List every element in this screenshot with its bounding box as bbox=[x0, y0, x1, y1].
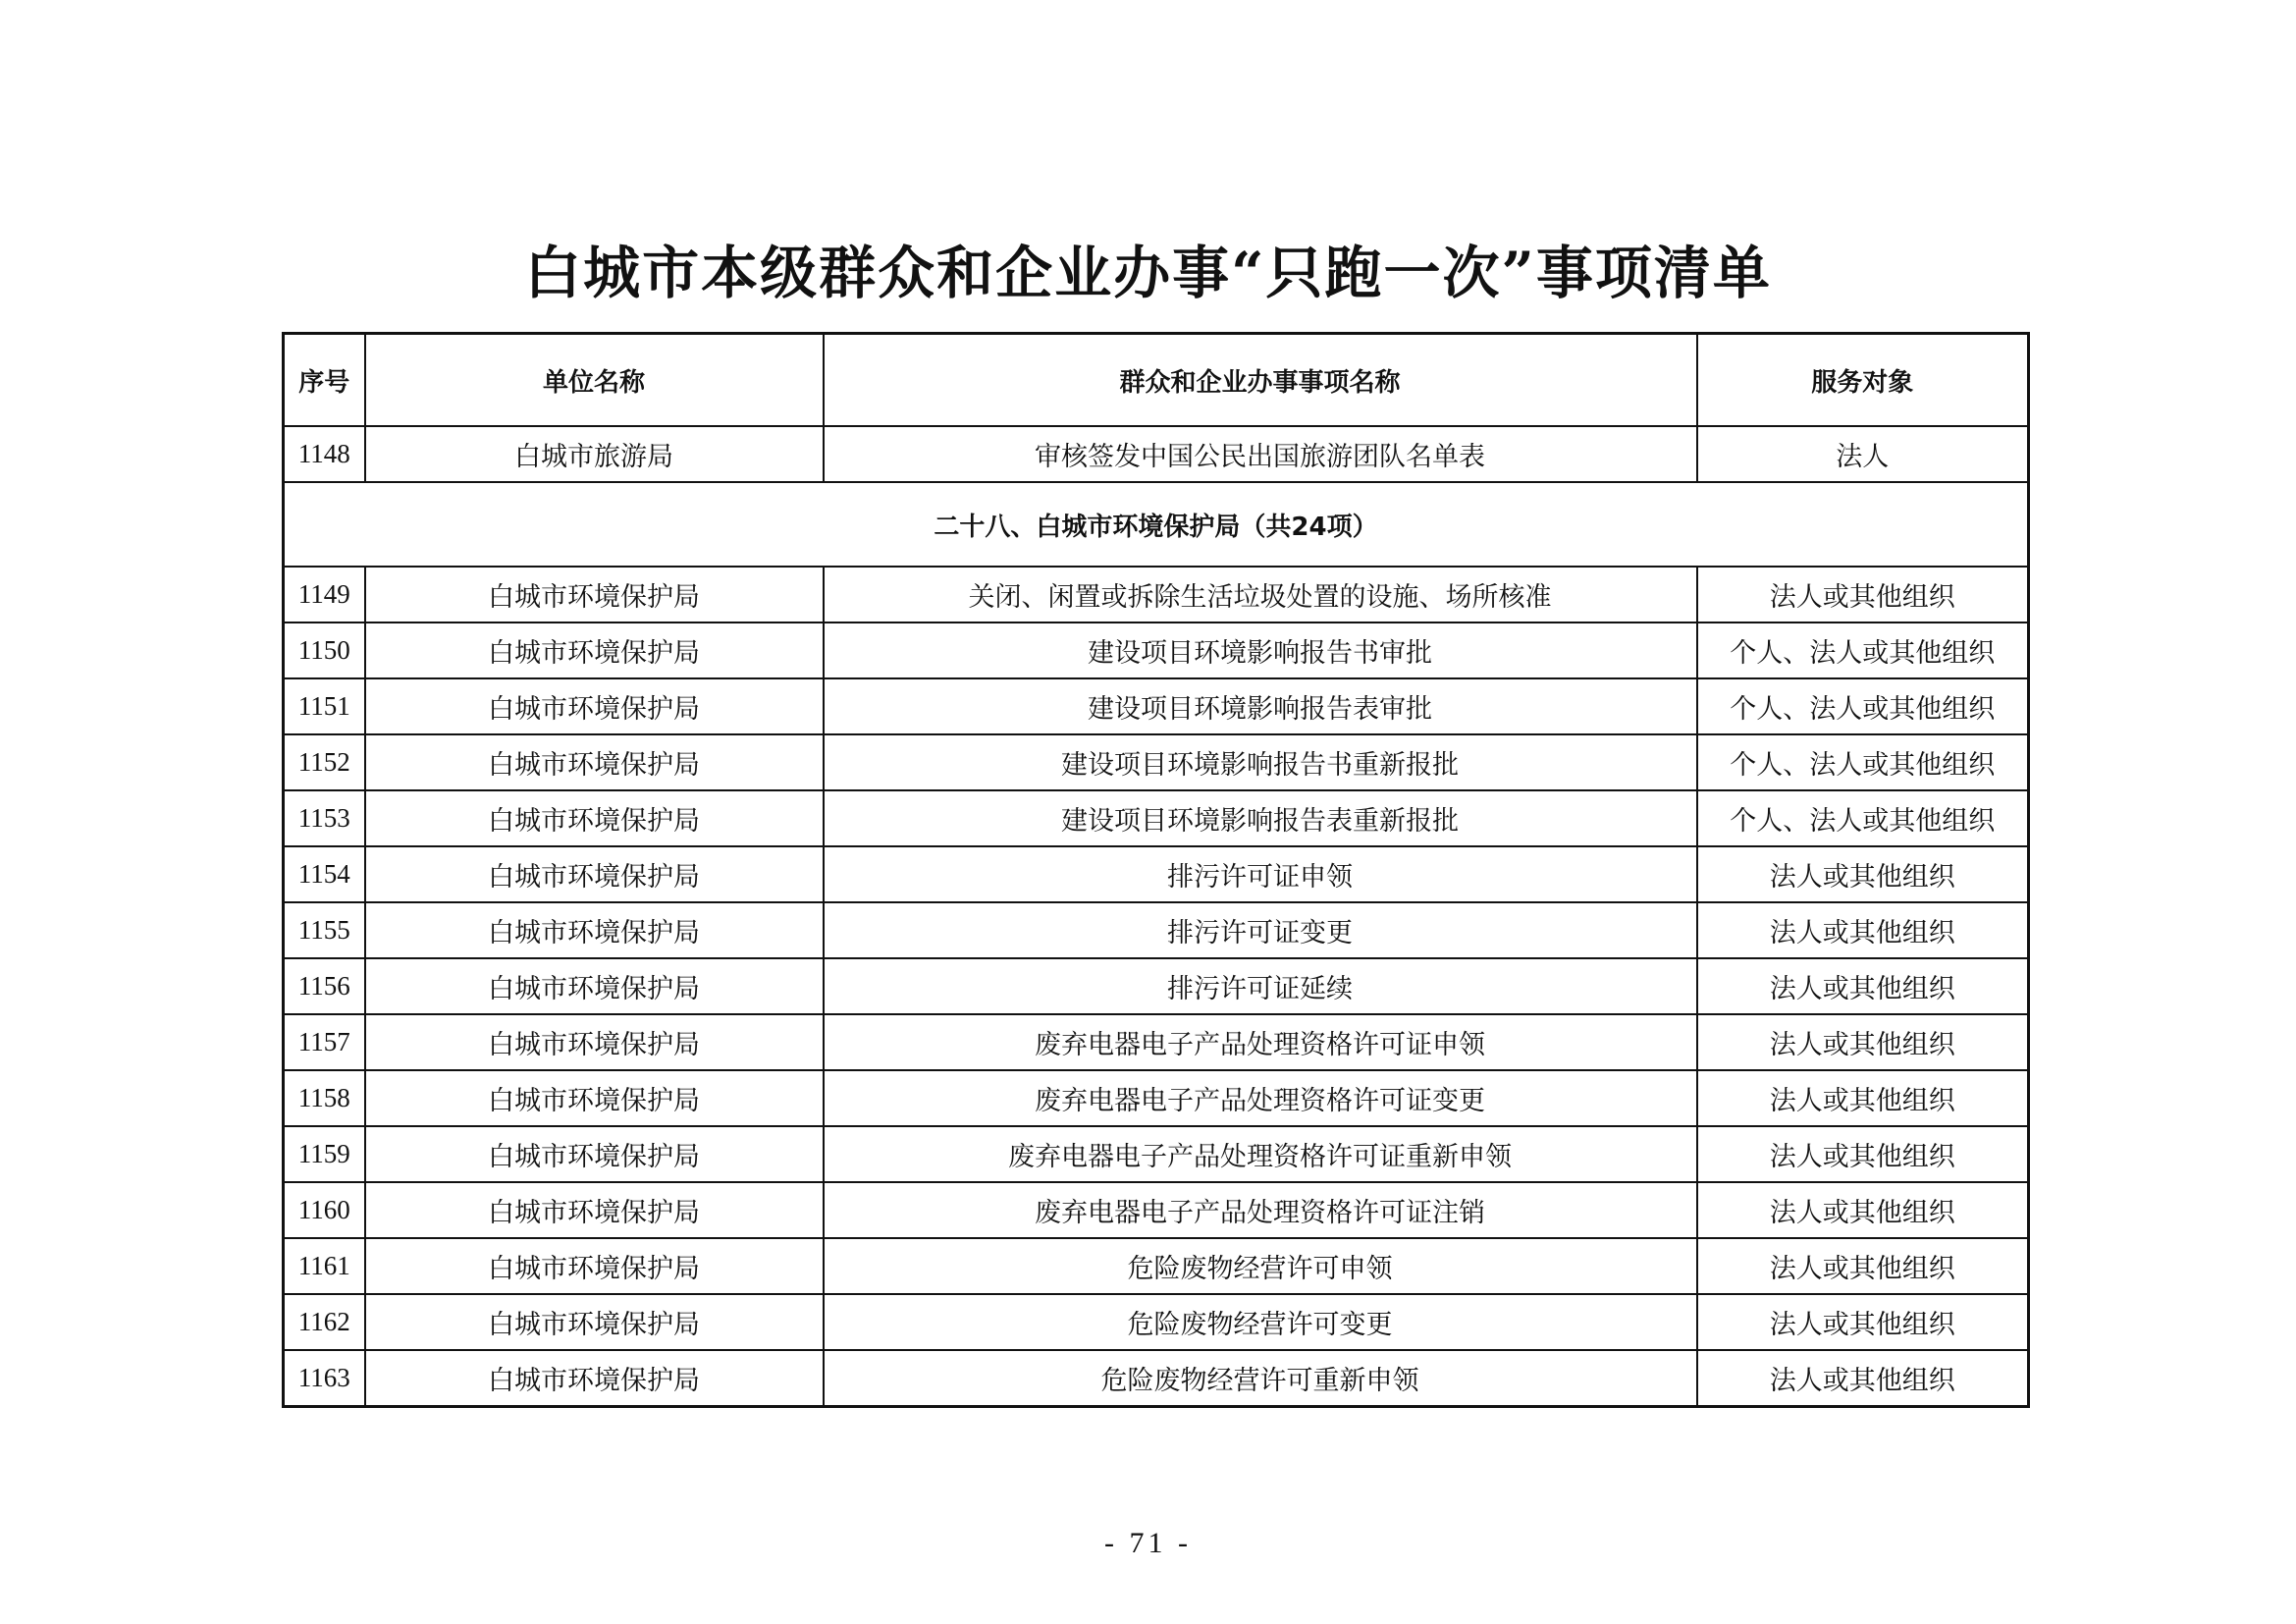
cell-target: 个人、法人或其他组织 bbox=[1697, 678, 2029, 734]
cell-unit: 白城市环境保护局 bbox=[365, 734, 824, 790]
cell-serial: 1148 bbox=[284, 426, 365, 482]
cell-unit: 白城市旅游局 bbox=[365, 426, 824, 482]
cell-target: 法人或其他组织 bbox=[1697, 1126, 2029, 1182]
page-title: 白城市本级群众和企业办事“只跑一次”事项清单 bbox=[524, 240, 1772, 306]
cell-target: 法人或其他组织 bbox=[1697, 1294, 2029, 1350]
cell-serial: 1156 bbox=[284, 958, 365, 1014]
items-table bbox=[282, 332, 2030, 1408]
cell-target: 法人或其他组织 bbox=[1697, 1070, 2029, 1126]
cell-serial: 1157 bbox=[284, 1014, 365, 1070]
table-header-row bbox=[284, 334, 2029, 427]
cell-unit: 白城市环境保护局 bbox=[365, 1126, 824, 1182]
cell-serial: 1153 bbox=[284, 790, 365, 846]
table-row bbox=[284, 1182, 2029, 1238]
cell-serial: 1150 bbox=[284, 623, 365, 678]
table-row bbox=[284, 902, 2029, 958]
cell-serial: 1158 bbox=[284, 1070, 365, 1126]
cell-unit: 白城市环境保护局 bbox=[365, 846, 824, 902]
header-target: 服务对象 bbox=[1697, 334, 2029, 427]
cell-unit: 白城市环境保护局 bbox=[365, 790, 824, 846]
cell-serial: 1152 bbox=[284, 734, 365, 790]
table-row bbox=[284, 678, 2029, 734]
cell-item: 排污许可证申领 bbox=[824, 846, 1697, 902]
cell-unit: 白城市环境保护局 bbox=[365, 1070, 824, 1126]
cell-unit: 白城市环境保护局 bbox=[365, 1238, 824, 1294]
cell-unit: 白城市环境保护局 bbox=[365, 958, 824, 1014]
cell-item: 建设项目环境影响报告书重新报批 bbox=[824, 734, 1697, 790]
cell-target: 法人或其他组织 bbox=[1697, 1182, 2029, 1238]
table-row bbox=[284, 734, 2029, 790]
cell-target: 法人或其他组织 bbox=[1697, 1350, 2029, 1407]
cell-item: 危险废物经营许可变更 bbox=[824, 1294, 1697, 1350]
cell-target: 法人或其他组织 bbox=[1697, 1014, 2029, 1070]
cell-serial: 1159 bbox=[284, 1126, 365, 1182]
page-number: - 71 - bbox=[1104, 1527, 1192, 1559]
table-row bbox=[284, 1294, 2029, 1350]
cell-target: 个人、法人或其他组织 bbox=[1697, 623, 2029, 678]
cell-item: 建设项目环境影响报告书审批 bbox=[824, 623, 1697, 678]
section-row bbox=[284, 482, 2029, 567]
cell-target: 个人、法人或其他组织 bbox=[1697, 790, 2029, 846]
cell-serial: 1149 bbox=[284, 567, 365, 623]
cell-unit: 白城市环境保护局 bbox=[365, 1182, 824, 1238]
cell-item: 审核签发中国公民出国旅游团队名单表 bbox=[824, 426, 1697, 482]
cell-unit: 白城市环境保护局 bbox=[365, 902, 824, 958]
cell-serial: 1160 bbox=[284, 1182, 365, 1238]
table-row bbox=[284, 426, 2029, 482]
cell-target: 法人或其他组织 bbox=[1697, 567, 2029, 623]
section-label: 二十八、白城市环境保护局（共24项） bbox=[284, 482, 2029, 567]
cell-item: 排污许可证延续 bbox=[824, 958, 1697, 1014]
cell-item: 危险废物经营许可申领 bbox=[824, 1238, 1697, 1294]
cell-serial: 1163 bbox=[284, 1350, 365, 1407]
cell-unit: 白城市环境保护局 bbox=[365, 1294, 824, 1350]
cell-unit: 白城市环境保护局 bbox=[365, 678, 824, 734]
cell-serial: 1161 bbox=[284, 1238, 365, 1294]
cell-unit: 白城市环境保护局 bbox=[365, 1350, 824, 1407]
table-row bbox=[284, 1126, 2029, 1182]
cell-item: 废弃电器电子产品处理资格许可证申领 bbox=[824, 1014, 1697, 1070]
cell-item: 废弃电器电子产品处理资格许可证注销 bbox=[824, 1182, 1697, 1238]
cell-item: 危险废物经营许可重新申领 bbox=[824, 1350, 1697, 1407]
cell-serial: 1151 bbox=[284, 678, 365, 734]
cell-item: 排污许可证变更 bbox=[824, 902, 1697, 958]
cell-target: 法人或其他组织 bbox=[1697, 846, 2029, 902]
cell-target: 法人或其他组织 bbox=[1697, 1238, 2029, 1294]
cell-item: 关闭、闲置或拆除生活垃圾处置的设施、场所核准 bbox=[824, 567, 1697, 623]
cell-unit: 白城市环境保护局 bbox=[365, 1014, 824, 1070]
cell-target: 个人、法人或其他组织 bbox=[1697, 734, 2029, 790]
table-row bbox=[284, 1070, 2029, 1126]
table-row bbox=[284, 1350, 2029, 1407]
table-row bbox=[284, 1238, 2029, 1294]
cell-unit: 白城市环境保护局 bbox=[365, 623, 824, 678]
table-row bbox=[284, 958, 2029, 1014]
cell-target: 法人或其他组织 bbox=[1697, 958, 2029, 1014]
table-row bbox=[284, 846, 2029, 902]
header-serial: 序号 bbox=[284, 334, 365, 427]
cell-serial: 1155 bbox=[284, 902, 365, 958]
table-row bbox=[284, 1014, 2029, 1070]
cell-item: 废弃电器电子产品处理资格许可证变更 bbox=[824, 1070, 1697, 1126]
table-row bbox=[284, 790, 2029, 846]
header-item: 群众和企业办事事项名称 bbox=[824, 334, 1697, 427]
cell-item: 建设项目环境影响报告表审批 bbox=[824, 678, 1697, 734]
table-row bbox=[284, 567, 2029, 623]
table-row bbox=[284, 623, 2029, 678]
cell-item: 废弃电器电子产品处理资格许可证重新申领 bbox=[824, 1126, 1697, 1182]
cell-serial: 1154 bbox=[284, 846, 365, 902]
cell-item: 建设项目环境影响报告表重新报批 bbox=[824, 790, 1697, 846]
cell-unit: 白城市环境保护局 bbox=[365, 567, 824, 623]
header-unit: 单位名称 bbox=[365, 334, 824, 427]
cell-target: 法人或其他组织 bbox=[1697, 902, 2029, 958]
cell-target: 法人 bbox=[1697, 426, 2029, 482]
cell-serial: 1162 bbox=[284, 1294, 365, 1350]
